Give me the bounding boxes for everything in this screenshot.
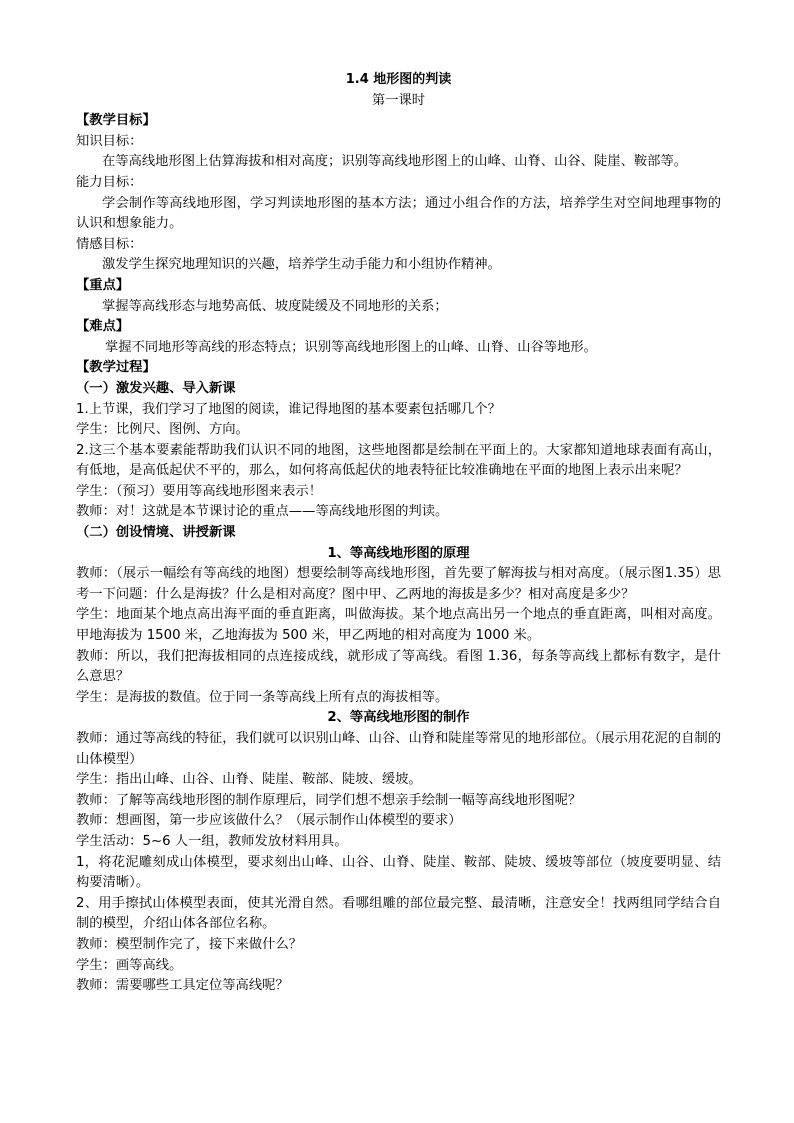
section2-heading: 2、等高线地形图的制作	[327, 710, 470, 726]
page-title: 1.4 地形图的判读	[345, 72, 452, 87]
part2-heading: （二）创设情境、讲授新课	[76, 525, 236, 541]
paragraph: 教师：想画图，第一步应该做什么？（展示制作山体模型的要求）	[76, 813, 462, 829]
paragraph: 2、用手擦拭山体模型表面，使其光滑自然。看哪组雕的部位最完整、最清晰，注意安全！找两组同学结合自制的模型，介绍山体各部位名称。	[76, 895, 721, 932]
paragraph: 学生：（预习）要用等高线地形图来表示！	[76, 483, 322, 499]
emotion-label: 情感目标：	[76, 236, 143, 252]
paragraph: 教师：通过等高线的特征，我们就可以识别山峰、山谷、山脊和陡崖等常见的地形部位。（展示用花泥的自制的山体模型）	[76, 731, 721, 767]
document-page	[76, 70, 721, 997]
paragraph: 学生：比例尺、图例、方向。	[76, 422, 249, 438]
knowledge-label: 知识目标：	[76, 133, 143, 149]
paragraph: 教师：对！这就是本节课讨论的重点——等高线地形图的判读。	[76, 504, 449, 520]
paragraph: 1.上节课，我们学习了地图的阅读，谁记得地图的基本要素包括哪几个？	[76, 401, 501, 417]
paragraph: 教师：了解等高线地形图的制作原理后，同学们想不想亲手绘制一幅等高线地形图呢？	[76, 792, 582, 808]
paragraph: 教师：（展示一幅绘有等高线的地图）想要绘制等高线地形图，首先要了解海拔与相对高度。（展示图1.35）思考一下问题：什么是海拔？什么是相对高度？图中甲、乙两地的海拔是多少？相对高度是多少？	[76, 566, 721, 602]
paragraph: 学生：画等高线。	[76, 957, 183, 973]
key-points-heading: 【重点】	[76, 277, 130, 293]
part1-heading: （一）激发兴趣、导入新课	[76, 380, 236, 396]
ability-label: 能力目标：	[76, 174, 143, 190]
paragraph: 教师：需要哪些工具定位等高线呢？	[76, 978, 289, 994]
paragraph: 学生：地面某个地点高出海平面的垂直距离，叫做海拔。某个地点高出另一个地点的垂直距离，叫相对高度。甲地海拔为 1500 米，乙地海拔为 500 米，甲乙两地的相对高度为 1000 米。	[76, 607, 721, 644]
paragraph: 教师：所以，我们把海拔相同的点连接成线，就形成了等高线。看图 1.36，每条等高线上都标有数字，是什么意思？	[76, 648, 721, 685]
paragraph: 学生活动：5~6 人一组，教师发放材料用具。	[76, 833, 348, 849]
page-subtitle: 第一课时	[371, 92, 426, 108]
knowledge-text: 在等高线地形图上估算海拔和相对高度；识别等高线地形图上的山峰、山脊、山谷、陡崖、鞍部等。	[102, 154, 688, 170]
ability-text: 学会制作等高线地形图，学习判读地形图的基本方法；通过小组合作的方法，培养学生对空间地理事物的认识和想象能力。	[76, 195, 721, 232]
key-points-text: 掌握等高线形态与地势高低、坡度陡缓及不同地形的关系；	[102, 298, 448, 314]
paragraph: 学生：是海拔的数值。位于同一条等高线上所有点的海拔相等。	[76, 689, 449, 705]
paragraph: 1，将花泥雕刻成山体模型，要求刻出山峰、山谷、山脊、陡崖、鞍部、陡坡、缓坡等部位（坡度要明显、结构要清晰）。	[76, 854, 721, 891]
paragraph: 学生：指出山峰、山谷、山脊、陡崖、鞍部、陡坡、缓坡。	[76, 772, 422, 788]
difficult-points-text: 掌握不同地形等高线的形态特点；识别等高线地形图上的山峰、山脊、山谷等地形。	[105, 339, 597, 355]
paragraph: 2.这三个基本要素能帮助我们认识不同的地图，这些地图都是绘制在平面上的。大家都知道地球表面有高山，有低地，是高低起伏不平的，那么，如何将高低起伏的地表特征比较准确地在平面的地图上表示出来呢？	[76, 442, 721, 479]
objectives-heading: 【教学目标】	[76, 113, 156, 129]
process-heading: 【教学过程】	[76, 360, 156, 376]
paragraph: 教师：模型制作完了，接下来做什么？	[76, 936, 303, 952]
section1-heading: 1、等高线地形图的原理	[327, 545, 470, 561]
difficult-points-heading: 【难点】	[76, 319, 130, 335]
emotion-text: 激发学生探究地理知识的兴趣，培养学生动手能力和小组协作精神。	[102, 257, 501, 273]
